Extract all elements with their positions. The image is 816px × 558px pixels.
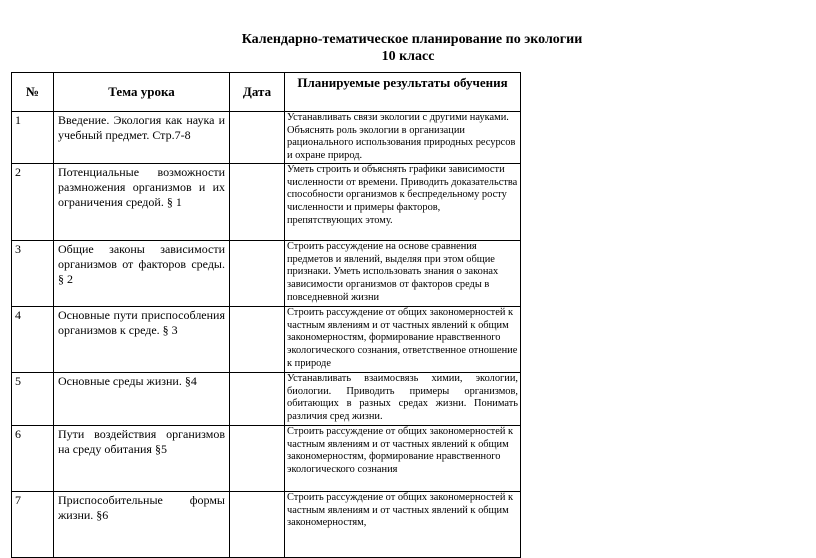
lesson-date bbox=[230, 373, 285, 426]
planning-table bbox=[11, 72, 521, 558]
lesson-topic: Основные пути приспособления организмов к среде. § 3 bbox=[54, 307, 230, 373]
lesson-topic: Потенциальные возможности размножения организмов и их ограничения средой. § 1 bbox=[54, 164, 230, 241]
table-row bbox=[12, 112, 521, 164]
header-results: Планируемые результаты обучения bbox=[285, 73, 521, 112]
table-row bbox=[12, 373, 521, 426]
table-row bbox=[12, 492, 521, 558]
row-number: 5 bbox=[12, 373, 54, 426]
planned-results: Устанавливать взаимосвязь химии, экологии, биологии. Приводить примеры организмов, обитающих в разных средах жизни. Понимать различия сред жизни. bbox=[285, 373, 521, 426]
table-row bbox=[12, 164, 521, 241]
title-line-1: Календарно-тематическое планирование по экологии bbox=[241, 32, 583, 47]
title-line-2: 10 класс bbox=[381, 49, 435, 64]
table-row bbox=[12, 241, 521, 307]
page-title bbox=[0, 31, 816, 65]
lesson-date bbox=[230, 426, 285, 492]
lesson-date bbox=[230, 307, 285, 373]
planned-results: Устанавливать связи экологии с другими науками. Объяснять роль экологии в организации рационального использования природных ресурсов и охране природ. bbox=[285, 112, 521, 164]
lesson-date bbox=[230, 492, 285, 558]
row-number: 4 bbox=[12, 307, 54, 373]
row-number: 7 bbox=[12, 492, 54, 558]
table-header-row bbox=[12, 73, 521, 112]
header-topic: Тема урока bbox=[54, 73, 230, 112]
row-number: 3 bbox=[12, 241, 54, 307]
row-number: 6 bbox=[12, 426, 54, 492]
table-row bbox=[12, 426, 521, 492]
planned-results: Строить рассуждение от общих закономерностей к частным явлениям и от частных явлений к общим закономерностям, bbox=[285, 492, 521, 558]
planned-results: Строить рассуждение на основе сравнения предметов и явлений, выделяя при этом общие признаки. Уметь использовать знания о законах зависимости организмов от факторов среды в повседневной жизни bbox=[285, 241, 521, 307]
table-row bbox=[12, 307, 521, 373]
planned-results: Строить рассуждение от общих закономерностей к частным явлениям и от частных явлений к общим закономерностям, формирование нравственного экологического сознания bbox=[285, 426, 521, 492]
row-number: 2 bbox=[12, 164, 54, 241]
row-number: 1 bbox=[12, 112, 54, 164]
lesson-topic: Приспособительные формы жизни. §6 bbox=[54, 492, 230, 558]
planned-results: Уметь строить и объяснять графики зависимости численности от времени. Приводить доказательства способности организмов к беспредельному росту численности и примеры факторов, препятствующих этому. bbox=[285, 164, 521, 241]
lesson-date bbox=[230, 112, 285, 164]
planned-results: Строить рассуждение от общих закономерностей к частным явлениям и от частных явлений к общим закономерностям, формирование нравственного экологического сознания, ответственное отношение к природе bbox=[285, 307, 521, 373]
header-date: Дата bbox=[230, 73, 285, 112]
lesson-topic: Введение. Экология как наука и учебный предмет. Стр.7-8 bbox=[54, 112, 230, 164]
lesson-topic: Общие законы зависимости организмов от факторов среды. § 2 bbox=[54, 241, 230, 307]
lesson-topic: Пути воздействия организмов на среду обитания §5 bbox=[54, 426, 230, 492]
lesson-topic: Основные среды жизни. §4 bbox=[54, 373, 230, 426]
lesson-date bbox=[230, 164, 285, 241]
lesson-date bbox=[230, 241, 285, 307]
header-num: № bbox=[12, 73, 54, 112]
